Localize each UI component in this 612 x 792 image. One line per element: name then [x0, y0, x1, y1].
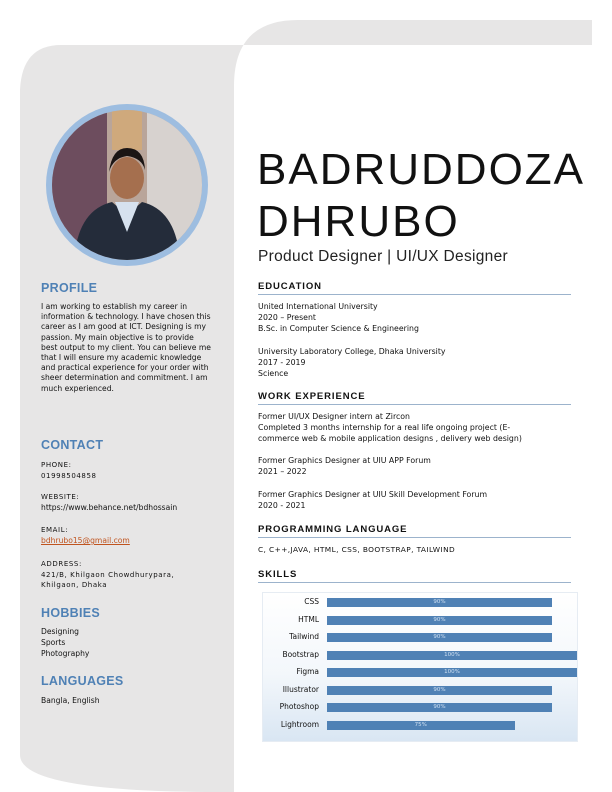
work-desc: Completed 3 months internship for a real life ongoing project (E-	[258, 423, 511, 432]
email-label: EMAIL:	[41, 526, 69, 534]
person-face	[110, 157, 144, 199]
skill-bar: 90%	[327, 686, 552, 695]
education-rule	[258, 294, 571, 295]
programming-text: C, C++,JAVA, HTML, CSS, BOOTSTRAP, TAILWIND	[258, 545, 456, 554]
hobby-item: Designing	[41, 627, 79, 636]
skill-bar: 90%	[327, 616, 552, 625]
languages-title: LANGUAGES	[41, 674, 124, 688]
contact-title: CONTACT	[41, 438, 104, 452]
education-title: EDUCATION	[258, 281, 322, 292]
address-label: ADDRESS:	[41, 560, 82, 568]
profile-title: PROFILE	[41, 281, 98, 295]
name-line-1: BADRUDDOZA	[257, 145, 586, 194]
skill-label: Tailwind	[289, 632, 319, 641]
skill-label: HTML	[298, 614, 319, 624]
email-link[interactable]: bdhrubo15@gmail.com	[41, 536, 130, 545]
skill-bar: 75%	[327, 721, 515, 730]
edu-school: University Laboratory College, Dhaka University	[258, 347, 446, 356]
profile-text: I am working to establish my career in information & technology. I have chosen this career as I am good at ICT. Designing is my passion. My main objective is to provide best output to my client. You can believe me that I will ensure my academic knowledge and practical experience for your order with sheer determination and commitment. I am much experienced.	[41, 302, 211, 393]
edu-years: 2017 - 2019	[258, 358, 306, 367]
skill-bar: 90%	[327, 703, 552, 712]
edu-degree: Science	[258, 369, 289, 378]
phone-label: PHONE:	[41, 461, 72, 469]
work-role: Former Graphics Designer at UIU Skill Development Forum	[258, 490, 488, 499]
work-role: Former Graphics Designer at UIU APP Forum	[258, 456, 431, 465]
edu-degree: B.Sc. in Computer Science & Engineering	[258, 324, 419, 333]
profile-photo	[52, 110, 202, 260]
work-title: WORK EXPERIENCE	[258, 391, 366, 402]
website-link[interactable]: https://www.behance.net/bdhossain	[41, 503, 178, 512]
skill-label: Bootstrap	[282, 649, 319, 659]
phone-value: 01998504858	[41, 472, 97, 480]
website-label: WEBSITE:	[41, 493, 80, 501]
skill-bar: 100%	[327, 651, 577, 660]
skill-label: Figma	[296, 667, 319, 676]
name-line-2: DHRUBO	[257, 197, 460, 246]
edu-school: United International University	[258, 302, 378, 311]
skill-label: Lightroom	[280, 719, 319, 729]
hobby-item: Sports	[41, 638, 66, 647]
work-years: 2020 - 2021	[258, 501, 306, 510]
address-line-2: Khilgaon, Dhaka	[41, 581, 108, 589]
skills-title: SKILLS	[258, 569, 298, 580]
languages-text: Bangla, English	[41, 696, 100, 705]
work-rule	[258, 404, 571, 405]
work-role: Former UI/UX Designer intern at Zircon	[258, 412, 410, 421]
skills-chart	[262, 592, 578, 742]
skill-label: Photoshop	[279, 702, 319, 711]
role-title: Product Designer | UI/UX Designer	[258, 248, 508, 265]
programming-title: PROGRAMMING LANGUAGE	[258, 524, 408, 535]
skill-bar: 100%	[327, 668, 577, 677]
name-heading	[257, 144, 585, 248]
work-years: 2021 – 2022	[258, 467, 307, 476]
skill-bar: 90%	[327, 633, 552, 642]
address-line-1: 421/B, Khilgaon Chowdhurypara,	[41, 571, 175, 579]
work-desc: commerce web & mobile application designs , delivery web design)	[258, 434, 522, 443]
skills-rule	[258, 582, 571, 583]
skill-bar: 90%	[327, 598, 552, 607]
skill-label: Illustrator	[282, 684, 319, 694]
hobbies-title: HOBBIES	[41, 606, 101, 620]
edu-years: 2020 – Present	[258, 313, 316, 322]
hobby-item: Photography	[41, 649, 90, 658]
skill-label: CSS	[304, 597, 319, 606]
programming-rule	[258, 537, 571, 538]
